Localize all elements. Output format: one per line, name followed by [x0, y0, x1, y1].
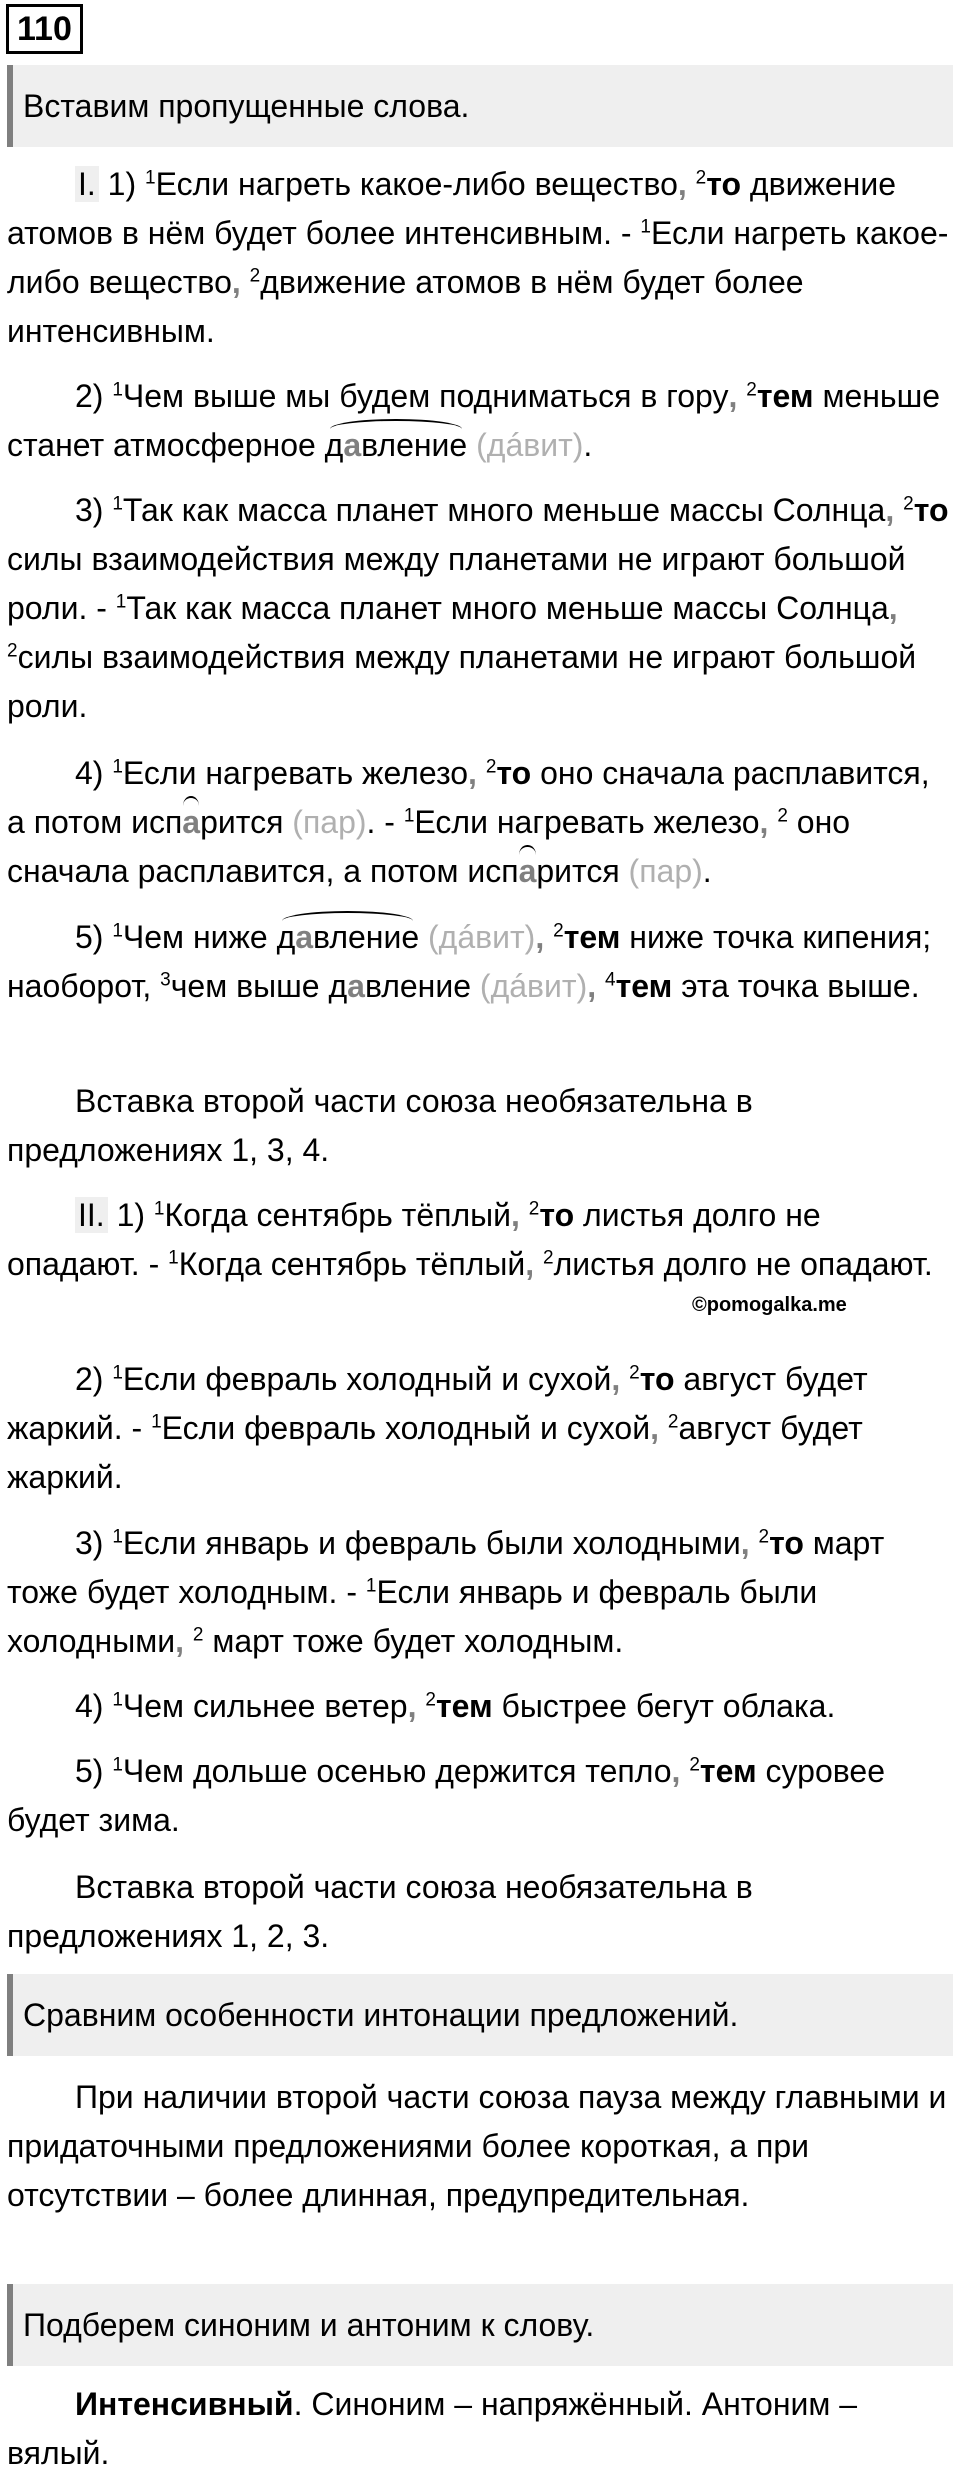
section-header-insert-words: Вставим пропущенные слова. [7, 65, 953, 147]
paragraph-6: Вставка второй части союза необязательна в предложениях 1, 3, 4. [7, 1083, 753, 1168]
accent-arc: а [519, 847, 537, 896]
section-header-intonation: Сравним особенности интонации предложений. [7, 1974, 953, 2056]
roman-one: I. [75, 166, 99, 202]
watermark: ©pomogalka.me [692, 1294, 847, 1316]
section-header-synonym: Подберем синоним и антоним к слову. [7, 2284, 953, 2366]
paragraph-14: Интенсивный. Синоним – напряжённый. Антоним – вялый. [7, 2386, 858, 2471]
paragraph-3: 3) $^1$Так как масса планет много меньше массы Солнца, $^2$то силы взаимодействия между планетами не играют большой роли. - $^1$Так как масса планет много меньше массы Солнца, $^2$силы взаимодействия между планетами не играют большой роли. [7, 492, 949, 724]
paragraph-13: При наличии второй части союза пауза между главными и придаточными предложениями более короткая, а при отсутствии – более длинная, предупредительная. [7, 2079, 947, 2213]
paragraph-9: 3) $^1$Если январь и февраль были холодными, $^2$то март тоже будет холодным. - $^1$Если январь и февраль были холодными, $^2$ март тоже будет холодным. [7, 1525, 885, 1659]
paragraph-7: II. 1) $^1$Когда сентябрь тёплый, $^2$то листья долго не опадают. - $^1$Когда сентябрь тёплый, $^2$листья долго не опадают. [7, 1197, 933, 1282]
accent-arc: давление [277, 913, 420, 962]
roman-two: II. [75, 1197, 108, 1233]
paragraph-8: 2) $^1$Если февраль холодный и сухой, $^2$то август будет жаркий. - $^1$Если февраль холодный и сухой, $^2$август будет жаркий. [7, 1361, 868, 1495]
paragraph-5: 5) $^1$Чем ниже давление (дáвит), $^2$тем ниже точка кипения; наоборот, $^3$чем выше давление (дáвит), $^4$тем эта точка выше. [7, 913, 953, 1011]
accent-arc: а [182, 798, 200, 847]
paragraph-12: Вставка второй части союза необязательна в предложениях 1, 2, 3. [7, 1869, 753, 1954]
exercise-number: 110 [6, 4, 83, 54]
paragraph-10: 4) $^1$Чем сильнее ветер, $^2$тем быстрее бегут облака. [75, 1688, 836, 1724]
paragraph-11: 5) $^1$Чем дольше осенью держится тепло, $^2$тем суровее будет зима. [7, 1753, 885, 1838]
paragraph-4: 4) $^1$Если нагревать железо, $^2$то оно сначала расплавится, а потом испарится (пар). - $^1$Если нагревать железо, $^2$ оно сначала расплавится, а потом испарится (пар). [7, 749, 953, 896]
word-intensive: Интенсивный [75, 2386, 294, 2422]
paragraph-1: I. 1) $^1$Если нагреть какое-либо вещество, $^2$то движение атомов в нём будет более интенсивным. - $^1$Если нагреть какое-либо вещество, $^2$движение атомов в нём будет более интенсивным. [7, 166, 949, 349]
accent-arc: давление [325, 421, 468, 470]
paragraph-2: 2) $^1$Чем выше мы будем подниматься в гору, $^2$тем меньше станет атмосферное давление (дáвит). [7, 372, 953, 470]
